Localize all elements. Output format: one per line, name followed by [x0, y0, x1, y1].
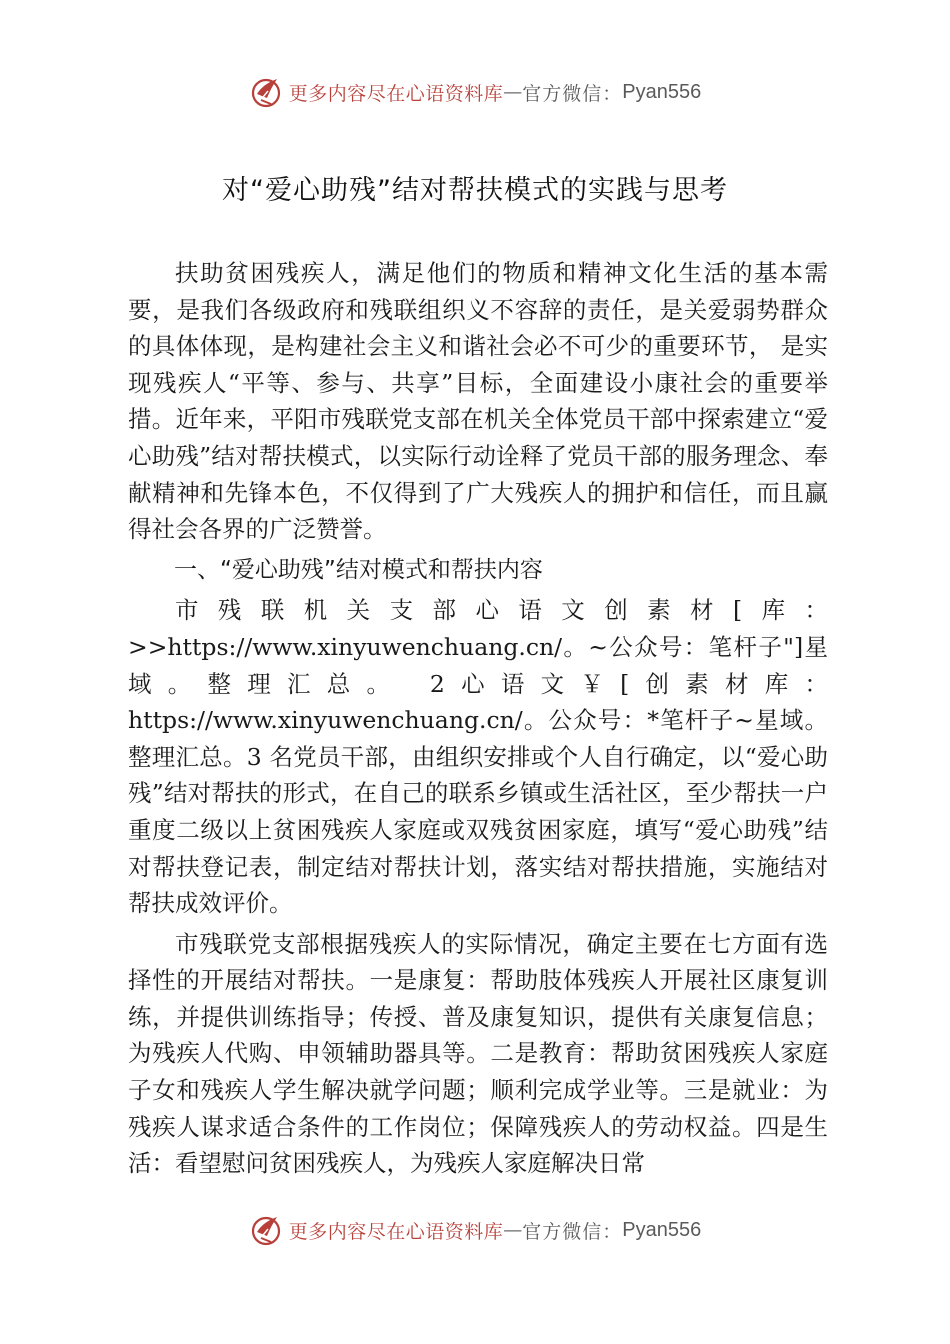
- banner-wechat-label: 官方微信：: [522, 82, 623, 105]
- paragraph-model: 市残联机关支部心语文创素材[库：>>https://www.xinyuwenchuang.cn/。~公众号：笔杆子"]星域。整理汇总。 2心语文￥[创素材库：https://www.xinyuwenchuang.cn/。公众号：*笔杆子~星域。整理汇总。3 名党员干部，由组织安排或个人自行确定，以“爱心助残”结对帮扶的形式，在自己的联系乡镇或生活社区，至少帮扶一户重度二级以上贫困残疾人家庭或双残贫困家庭，填写“爱心助残”结对帮扶登记表，制定结对帮扶计划，落实结对帮扶措施，实施结对帮扶成效评价。: [128, 596, 828, 918]
- paragraph-content: 市残联党支部根据残疾人的实际情况，确定主要在七方面有选择性的开展结对帮扶。一是康复：帮助肢体残疾人开展社区康复训练，并提供训练指导；传授、普及康复知识，提供有关康复信息；为残疾人代购、申领辅助器具等。二是教育：帮助贫困残疾人家庭子女和残疾人学生解决就学问题；顺利完成学业等。三是就业：为残疾人谋求适合条件的工作岗位；保障残疾人的劳动权益。四是生活：看望慰问贫困残疾人，为残疾人家庭解决日常: [128, 929, 828, 1178]
- section-heading-1: 一、“爱心助残”结对模式和帮扶内容: [174, 556, 543, 583]
- document-body: [128, 255, 828, 1182]
- quill-logo-icon: [249, 74, 285, 110]
- header-banner: [0, 72, 950, 112]
- banner-wechat-id: Pyan556: [622, 1218, 702, 1241]
- banner-dash: —: [503, 81, 523, 103]
- banner-dash: —: [503, 1219, 523, 1241]
- banner-slogan: 更多内容尽在心语资料库: [288, 82, 504, 105]
- banner-slogan: 更多内容尽在心语资料库: [288, 1220, 504, 1243]
- document-title: 对“爱心助残”结对帮扶模式的实践与思考: [222, 175, 728, 206]
- footer-banner: [0, 1210, 950, 1250]
- banner-wechat-id: Pyan556: [622, 80, 702, 103]
- banner-wechat-label: 官方微信：: [522, 1220, 623, 1243]
- paragraph-intro: 扶助贫困残疾人，满足他们的物质和精神文化生活的基本需要，是我们各级政府和残联组织义不容辞的责任，是关爱弱势群众的具体体现，是构建社会主义和谐社会必不可少的重要环节， 是实现残疾人“平等、参与、共享”目标，全面建设小康社会的重要举措。近年来，平阳市残联党支部在机关全体党员干部中探索建立“爱心助残”结对帮扶模式，以实际行动诠释了党员干部的服务理念、奉献精神和先锋本色，不仅得到了广大残疾人的拥护和信任，而且赢得社会各界的广泛赞誉。: [128, 259, 828, 544]
- quill-logo-icon: [249, 1212, 285, 1248]
